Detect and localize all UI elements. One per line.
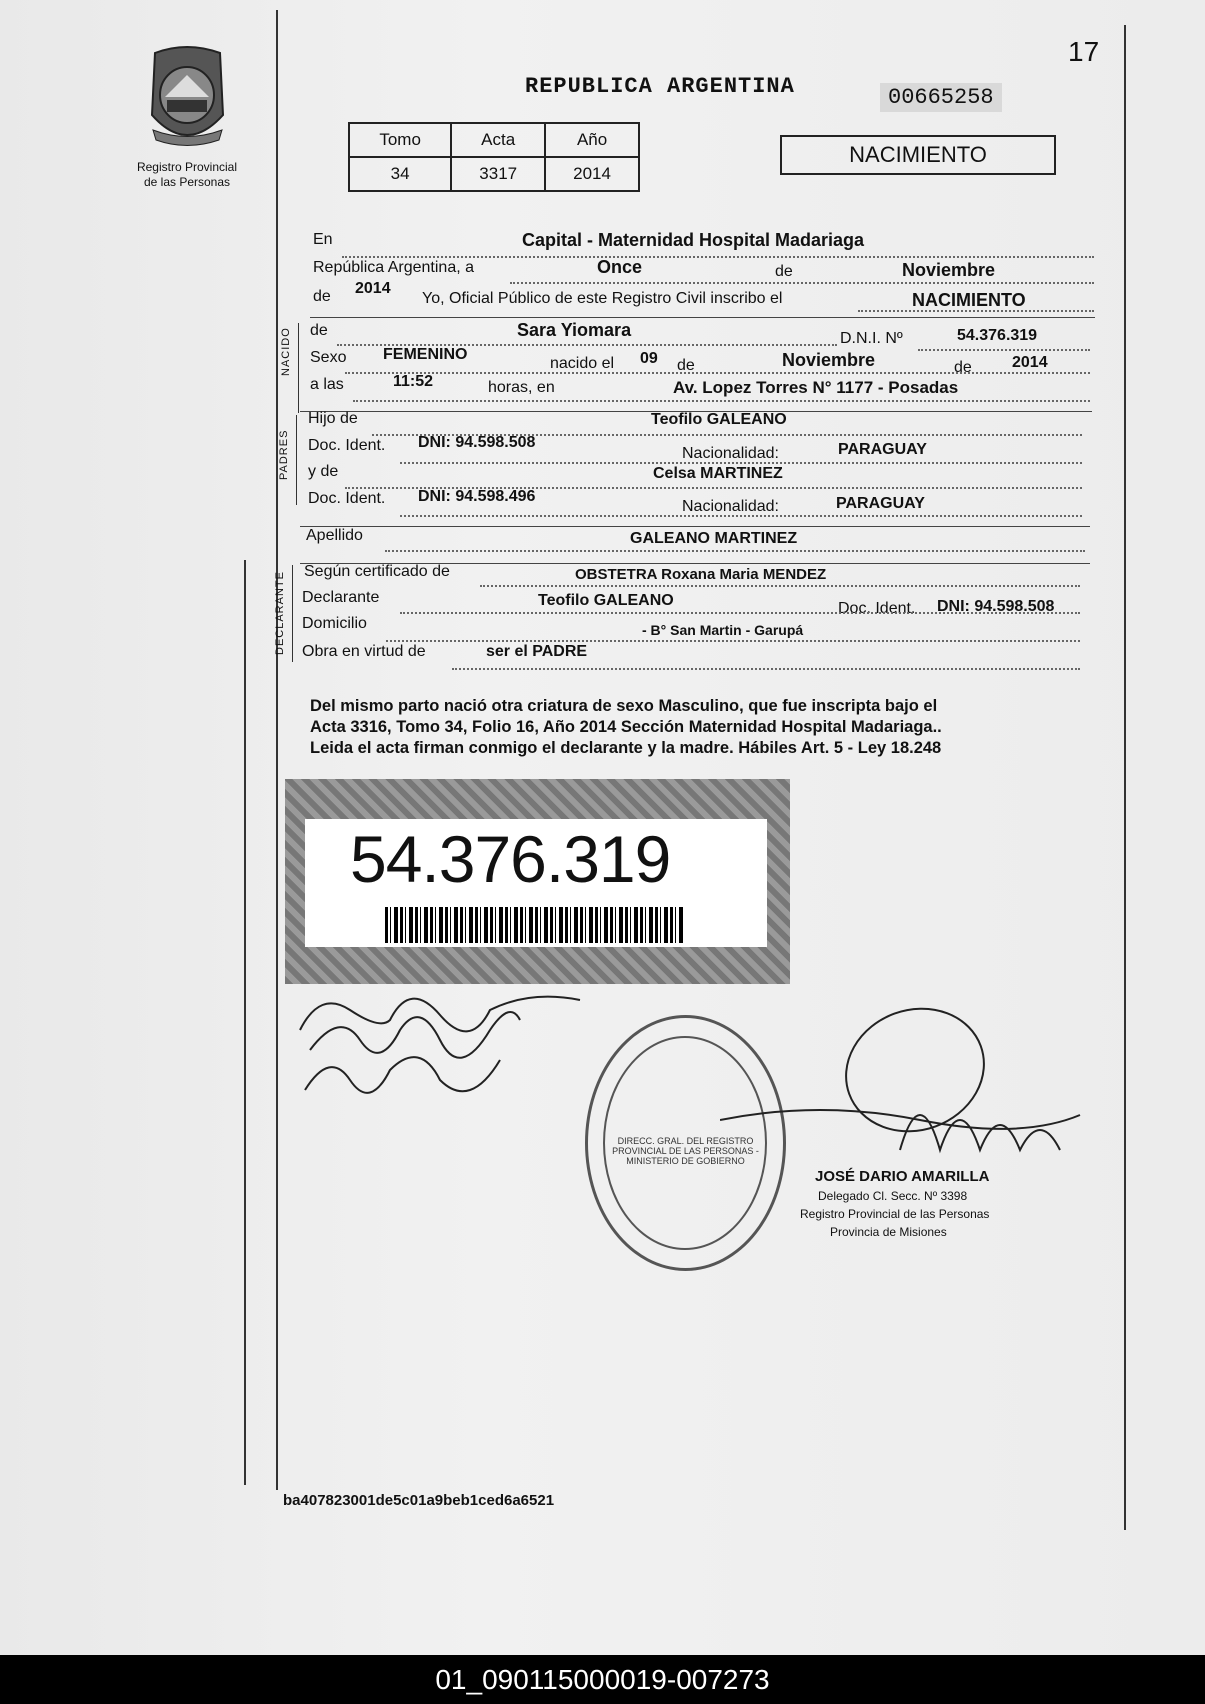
birth-time: 11:52 <box>393 373 434 390</box>
republica-label: República Argentina, a <box>313 259 474 276</box>
official-line1: Delegado Cl. Secc. Nº 3398 <box>818 1189 968 1203</box>
dotted-line <box>400 462 1082 464</box>
section-line <box>292 565 293 662</box>
dotted-line <box>386 640 1080 642</box>
register-table <box>348 122 640 192</box>
hash-code: ba407823001de5c01a9beb1ced6a6521 <box>283 1492 555 1509</box>
apellido-label: Apellido <box>306 527 363 544</box>
dotted-line <box>918 349 1090 351</box>
divider <box>310 317 1095 318</box>
value-tomo: 34 <box>349 157 451 191</box>
value-anio: 2014 <box>545 157 639 191</box>
father-name: Teofilo GALEANO <box>651 411 787 428</box>
father-nationality: PARAGUAY <box>838 441 927 458</box>
record-type-box: NACIMIENTO <box>780 135 1056 175</box>
mother-nationality: PARAGUAY <box>836 495 925 512</box>
domicilio-label: Domicilio <box>302 615 367 632</box>
dotted-line <box>353 400 1090 402</box>
declarante-doc: DNI: 94.598.508 <box>937 598 1055 615</box>
year-value: 2014 <box>355 280 391 297</box>
dotted-line <box>452 668 1080 670</box>
dotted-line <box>400 515 1082 517</box>
round-stamp-text: DIRECC. GRAL. DEL REGISTRO PROVINCIAL DE LAS PERSONAS - MINISTERIO DE GOBIERNO <box>612 1136 759 1166</box>
note-line-1: Del mismo parto nació otra criatura de sexo Masculino, que fue inscripta bajo el <box>310 697 938 715</box>
birth-place: Av. Lopez Torres N° 1177 - Posadas <box>673 378 959 397</box>
cert-value: OBSTETRA Roxana Maria MENDEZ <box>575 566 827 583</box>
signature-left <box>290 970 610 1130</box>
day-value: Once <box>597 257 643 277</box>
declarante-side-label: DECLARANTE <box>274 571 286 655</box>
de-label-2: de <box>313 288 331 305</box>
signature-official <box>720 1000 1090 1180</box>
cert-label: Según certificado de <box>304 563 450 580</box>
value-acta: 3317 <box>451 157 545 191</box>
horas-label: horas, en <box>488 379 555 396</box>
nacido-de-label-3: de <box>954 359 972 376</box>
month-value: Noviembre <box>902 260 996 280</box>
obra-label: Obra en virtud de <box>302 643 426 660</box>
province-logo <box>145 45 230 155</box>
dotted-line <box>400 612 1080 614</box>
right-frame-line <box>1124 25 1126 1530</box>
dotted-line <box>345 372 1090 374</box>
birth-month: Noviembre <box>782 350 876 370</box>
registry-line2: de las Personas <box>143 175 231 189</box>
left-margin-line <box>244 560 246 1485</box>
official-name: JOSÉ DARIO AMARILLA <box>815 1168 990 1185</box>
hijo-de-label: Hijo de <box>308 410 358 427</box>
a-las-label: a las <box>310 376 344 393</box>
dotted-line <box>480 585 1080 587</box>
barcode-graphic <box>385 907 685 943</box>
official-line2: Registro Provincial de las Personas <box>800 1207 990 1221</box>
divider <box>300 526 1090 527</box>
sexo-label: Sexo <box>310 349 347 366</box>
serial-number: 00665258 <box>880 83 1002 112</box>
father-doc-label: Doc. Ident. <box>308 437 386 454</box>
birth-day: 09 <box>640 350 658 367</box>
nacido-de-label: de <box>310 322 328 339</box>
note-line-2: Acta 3316, Tomo 34, Folio 16, Año 2014 Sección Maternidad Hospital Madariaga.. <box>310 718 942 736</box>
apellido-value: GALEANO MARTINEZ <box>630 530 798 547</box>
note-line-3: Leida el acta firman conmigo el declarante y la madre. Hábiles Art. 5 - Ley 18.248 <box>310 739 942 757</box>
sexo-value: FEMENINO <box>383 346 468 363</box>
child-name: Sara Yiomara <box>517 320 632 340</box>
nacido-el-label: nacido el <box>550 355 615 372</box>
y-de-label: y de <box>308 463 339 480</box>
padres-side-label: PADRES <box>278 429 290 480</box>
section-line <box>296 415 297 505</box>
domicilio-value: - B° San Martin - Garupá <box>642 622 804 638</box>
nacido-de-label-2: de <box>677 357 695 374</box>
father-doc: DNI: 94.598.508 <box>418 434 536 451</box>
place-value: Capital - Maternidad Hospital Madariaga <box>522 230 865 250</box>
birth-year: 2014 <box>1012 354 1048 371</box>
dotted-line <box>385 550 1085 552</box>
event-value: NACIMIENTO <box>912 290 1026 310</box>
en-label: En <box>313 231 333 248</box>
barcode-label <box>305 819 767 947</box>
footer-code: 01_090115000019-007273 <box>0 1655 1205 1704</box>
mother-nat-label: Nacionalidad: <box>682 498 779 515</box>
official-text: Yo, Oficial Público de este Registro Civil inscribo el <box>422 290 783 307</box>
section-line <box>298 323 299 413</box>
barcode-sticker <box>285 779 790 984</box>
header-tomo: Tomo <box>349 123 451 157</box>
de-label: de <box>775 263 793 280</box>
obra-value: ser el PADRE <box>486 643 588 660</box>
declarante-label: Declarante <box>302 589 380 606</box>
official-line3: Provincia de Misiones <box>830 1225 947 1239</box>
mother-doc: DNI: 94.598.496 <box>418 488 536 505</box>
child-dni: 54.376.319 <box>957 327 1038 344</box>
declarante-value: Teofilo GALEANO <box>538 592 674 609</box>
page-number: 17 <box>1068 36 1100 67</box>
mother-name: Celsa MARTINEZ <box>653 465 783 482</box>
document-title: REPUBLICA ARGENTINA <box>525 74 795 99</box>
dotted-line <box>510 282 1094 284</box>
header-acta: Acta <box>451 123 545 157</box>
registry-line1: Registro Provincial <box>136 160 238 174</box>
sticker-number: 54.376.319 <box>350 822 671 896</box>
nacido-side-label: NACIDO <box>280 327 292 376</box>
dotted-line <box>342 256 1094 258</box>
left-frame-line <box>276 10 278 1490</box>
dni-label: D.N.I. Nº <box>840 330 903 347</box>
father-nat-label: Nacionalidad: <box>682 445 779 462</box>
declarante-doc-label: Doc. Ident. <box>838 600 916 617</box>
mother-doc-label: Doc. Ident. <box>308 490 386 507</box>
header-anio: Año <box>545 123 639 157</box>
